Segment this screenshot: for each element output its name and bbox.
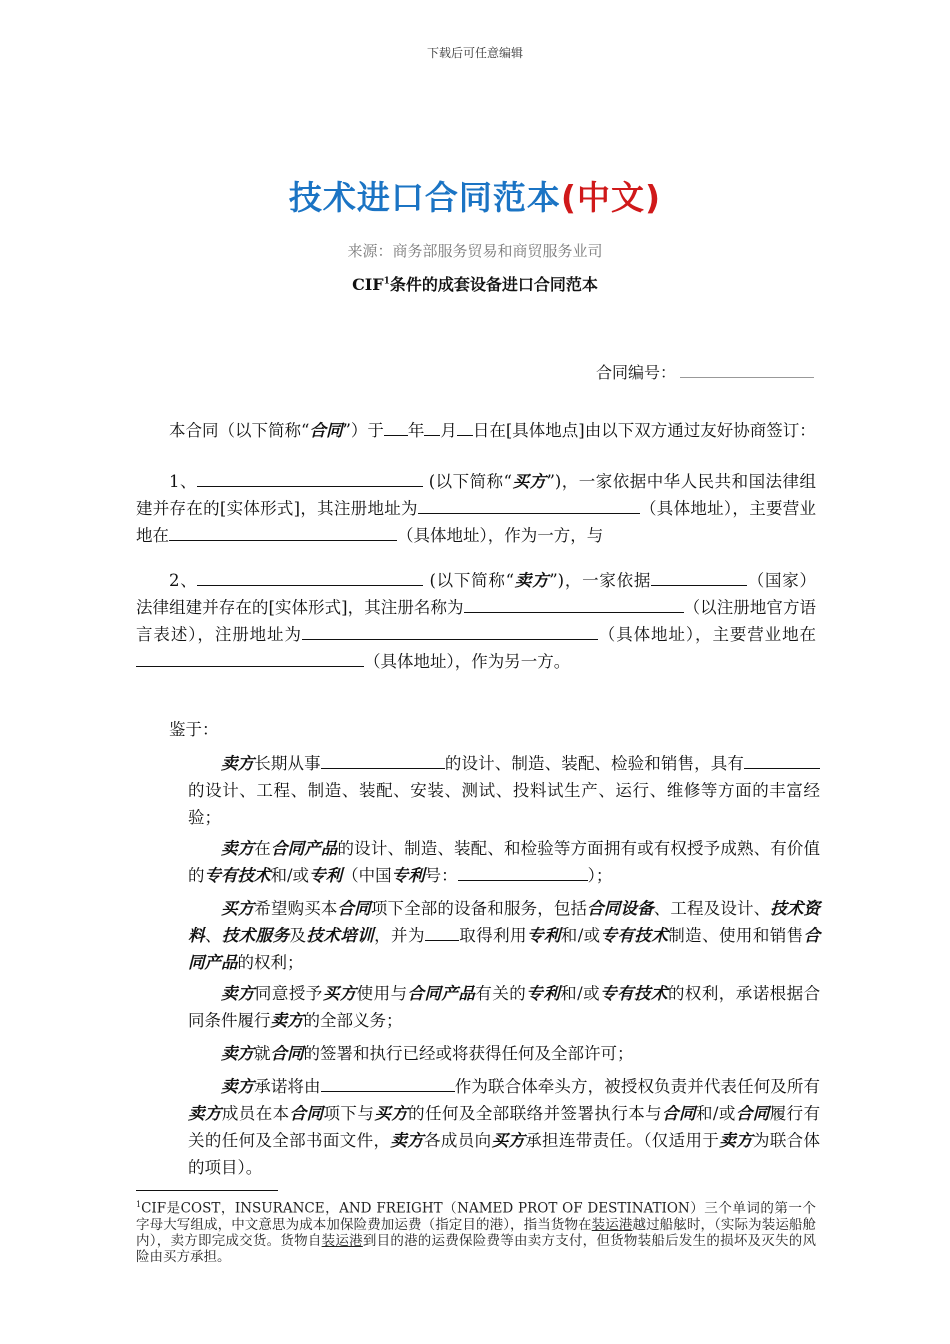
term-seller: 卖方 bbox=[221, 754, 255, 773]
blank-seller-name bbox=[197, 570, 423, 586]
clause-text: 的签署和执行已经或将获得任何及全部许可； bbox=[303, 1044, 634, 1063]
term-buyer: 买方 bbox=[374, 1104, 409, 1123]
clause-text: 成员在本 bbox=[221, 1104, 290, 1123]
whereas-clause-3 bbox=[188, 895, 820, 976]
blank-buyer-name bbox=[197, 471, 423, 487]
intro-text: 日在[具体地点]由以下双方通过友好协商签订： bbox=[472, 421, 816, 440]
footnote-link-term: 装运港 bbox=[321, 1232, 363, 1249]
footnote-text: 越过船舷时，（实际为装运船舱内），卖方即完成交货。货物自 bbox=[136, 1216, 817, 1249]
blank-field bbox=[425, 925, 459, 941]
term-buyer: 买方 bbox=[511, 472, 547, 491]
clause-text: 各成员向 bbox=[424, 1131, 492, 1150]
blank-patent-no bbox=[458, 865, 588, 881]
contract-number-label: 合同编号： bbox=[595, 363, 676, 382]
term-seller: 卖方 bbox=[719, 1131, 753, 1150]
buyer-text: （具体地址），主要营业地在 bbox=[136, 499, 817, 545]
whereas-heading: 鉴于： bbox=[169, 720, 219, 739]
term-buyer: 买方 bbox=[322, 984, 357, 1003]
term-contract: 合同 bbox=[662, 1104, 696, 1123]
term-contract: 合同 bbox=[270, 1044, 304, 1063]
seller-text: ”)，一家依据 bbox=[549, 571, 652, 590]
seller-text: （国家）法律组建并存在的[实体形式]，其注册名称为 bbox=[136, 571, 817, 617]
intro-paragraph bbox=[136, 417, 816, 444]
footnote-text: 到目的港的运费保险费等由卖方支付，但货物装船后发生的损坏及灭失的风险由买方承担。 bbox=[136, 1232, 817, 1265]
clause-text: 、工程及设计、 bbox=[653, 899, 771, 918]
clause-text: 的全部义务； bbox=[303, 1011, 403, 1030]
term-contract: 合同 bbox=[337, 899, 371, 918]
clause-text: 就 bbox=[254, 1044, 271, 1063]
term-patent: 专利 bbox=[526, 926, 561, 945]
intro-text: 本合同（以下简称“ bbox=[169, 421, 310, 440]
term-seller: 卖方 bbox=[514, 571, 550, 590]
footnote-separator bbox=[136, 1190, 278, 1191]
term-seller: 卖方 bbox=[188, 1104, 222, 1123]
seller-text: （具体地址），作为另一方。 bbox=[364, 652, 571, 671]
clause-text: （中国 bbox=[342, 866, 392, 885]
term-contract-product: 合同产品 bbox=[270, 839, 338, 858]
clause-text: 作为联合体牵头方，被授权负责并代表任何及所有 bbox=[454, 1077, 821, 1096]
term-contract: 合同 bbox=[309, 421, 343, 440]
document-title bbox=[0, 172, 950, 219]
whereas-clause-4 bbox=[188, 980, 820, 1034]
blank-field bbox=[321, 753, 445, 769]
blank-field bbox=[321, 1076, 455, 1092]
term-contract: 合同 bbox=[735, 1104, 770, 1123]
term-contract-product: 合同产品 bbox=[407, 984, 476, 1003]
blank-seller-reg-name bbox=[464, 597, 684, 613]
blank-seller-country bbox=[651, 570, 747, 586]
whereas-clause-5 bbox=[188, 1040, 820, 1067]
clause-text: 的设计、制造、装配、检验和销售，具有 bbox=[444, 754, 745, 773]
blank-seller-address bbox=[302, 624, 598, 640]
intro-text: 年 bbox=[407, 421, 425, 440]
term-tech-docs: 技术资料 bbox=[188, 899, 821, 945]
term-buyer: 买方 bbox=[221, 899, 255, 918]
footnote bbox=[136, 1197, 816, 1265]
clause-text: 承担连带责任。（仅适用于 bbox=[525, 1131, 720, 1150]
blank-field bbox=[744, 753, 820, 769]
clause-text: 和/或 bbox=[270, 866, 310, 885]
page-header-note: 下载后可任意编辑 bbox=[426, 46, 523, 60]
term-tech-training: 技术培训 bbox=[306, 926, 375, 945]
clause-text: 使用与 bbox=[356, 984, 408, 1003]
blank-buyer-business bbox=[169, 525, 397, 541]
term-know-how: 专有技术 bbox=[600, 984, 668, 1003]
clause-number: 2、 bbox=[169, 571, 198, 590]
clause-text: 承诺将由 bbox=[254, 1077, 321, 1096]
clause-text: 在 bbox=[254, 839, 271, 858]
seller-text: （以注册地官方语言表述），注册地址为 bbox=[136, 598, 817, 644]
whereas-clause-6 bbox=[188, 1073, 820, 1181]
whereas-clause-1 bbox=[188, 750, 820, 831]
buyer-text: ”)，一家依据中华人民共和国法律组建并存在的[实体形式]，其注册地址为 bbox=[136, 472, 817, 518]
title-suffix: (中文) bbox=[560, 178, 662, 217]
intro-text: ”）于 bbox=[342, 421, 384, 440]
clause-number: 1、 bbox=[169, 472, 197, 491]
term-patent: 专利 bbox=[391, 866, 425, 885]
document-subtitle bbox=[0, 272, 950, 295]
clause-text: 长期从事 bbox=[254, 754, 321, 773]
clause-text: 和/或 bbox=[696, 1104, 736, 1123]
clause-text: 项下与 bbox=[323, 1104, 375, 1123]
term-tech-service: 技术服务 bbox=[221, 926, 290, 945]
subtitle-text: 条件的成套设备进口合同范本 bbox=[389, 275, 598, 294]
title-main: 技术进口合同范本 bbox=[288, 178, 561, 217]
clause-text: 和/或 bbox=[560, 984, 601, 1003]
blank-year bbox=[384, 420, 408, 436]
seller-paragraph bbox=[136, 567, 816, 675]
buyer-paragraph bbox=[136, 468, 816, 549]
footnote-text: CIF是COST，INSURANCE，AND FREIGHT（NAMED PROT OF DESTINATION）三个单词的第一个字母大写组成，中文意思为成本加保险费加运费（指定目的港），指当货物在 bbox=[136, 1200, 816, 1233]
term-seller: 卖方 bbox=[390, 1131, 425, 1150]
footnote-link-term: 装运港 bbox=[591, 1216, 633, 1233]
clause-text: 的任何及全部联络并签署执行本与 bbox=[408, 1104, 663, 1123]
contract-number bbox=[596, 360, 814, 383]
blank-seller-business bbox=[136, 651, 364, 667]
clause-text: 的权利，承诺根据合同条件履行 bbox=[188, 984, 821, 1030]
clause-text: 为联合体的项目）。 bbox=[188, 1131, 821, 1177]
term-seller: 卖方 bbox=[221, 1077, 255, 1096]
clause-text: ，并为 bbox=[374, 926, 425, 945]
term-know-how: 专有技术 bbox=[600, 926, 669, 945]
term-seller: 卖方 bbox=[270, 1011, 304, 1030]
seller-text: (以下简称“ bbox=[423, 571, 515, 590]
clause-text: 的设计、工程、制造、装配、安装、测试、投料试生产、运行、维修等方面的丰富经验； bbox=[188, 781, 820, 827]
contract-number-blank bbox=[680, 363, 814, 378]
term-contract-product: 合同产品 bbox=[188, 926, 821, 972]
clause-text: 项下全部的设备和服务，包括 bbox=[370, 899, 588, 918]
clause-text: 、 bbox=[204, 926, 222, 945]
whereas-clause-2 bbox=[188, 835, 820, 889]
subtitle-prefix: CIF bbox=[352, 275, 384, 294]
blank-buyer-address bbox=[418, 498, 640, 514]
blank-day bbox=[457, 420, 473, 436]
clause-text: 的设计、制造、装配、和检验等方面拥有或有权授予成熟、有价值的 bbox=[188, 839, 821, 885]
term-contract: 合同 bbox=[289, 1104, 324, 1123]
clause-text: 制造、使用和销售 bbox=[668, 926, 804, 945]
term-contract-equipment: 合同设备 bbox=[587, 899, 654, 918]
clause-text: 和/或 bbox=[560, 926, 601, 945]
blank-month bbox=[424, 420, 440, 436]
clause-text: 取得利用 bbox=[458, 926, 527, 945]
footnote-number: 1 bbox=[136, 1200, 142, 1209]
footnote-ref: 1 bbox=[383, 276, 390, 287]
term-seller: 卖方 bbox=[221, 1044, 254, 1063]
clause-text: 号： bbox=[424, 866, 458, 885]
term-patent: 专利 bbox=[309, 866, 343, 885]
source-line: 来源：商务部服务贸易和商贸服务业司 bbox=[347, 242, 603, 260]
clause-text: 的权利； bbox=[237, 953, 304, 972]
clause-text: 有关的 bbox=[475, 984, 527, 1003]
term-seller: 卖方 bbox=[221, 984, 255, 1003]
term-patent: 专利 bbox=[526, 984, 561, 1003]
clause-text: ）； bbox=[587, 866, 613, 885]
clause-text: 希望购买本 bbox=[254, 899, 338, 918]
term-buyer: 买方 bbox=[491, 1131, 526, 1150]
term-seller: 卖方 bbox=[221, 839, 255, 858]
intro-text: 月 bbox=[440, 421, 457, 440]
term-know-how: 专有技术 bbox=[204, 866, 271, 885]
seller-text: （具体地址），主要营业地在 bbox=[597, 625, 817, 644]
clause-text: 及 bbox=[289, 926, 307, 945]
buyer-text: （具体地址），作为一方，与 bbox=[397, 526, 604, 545]
buyer-text: (以下简称“ bbox=[422, 472, 512, 491]
clause-text: 同意授予 bbox=[254, 984, 323, 1003]
clause-text: 履行有关的任何及全部书面文件， bbox=[188, 1104, 821, 1150]
